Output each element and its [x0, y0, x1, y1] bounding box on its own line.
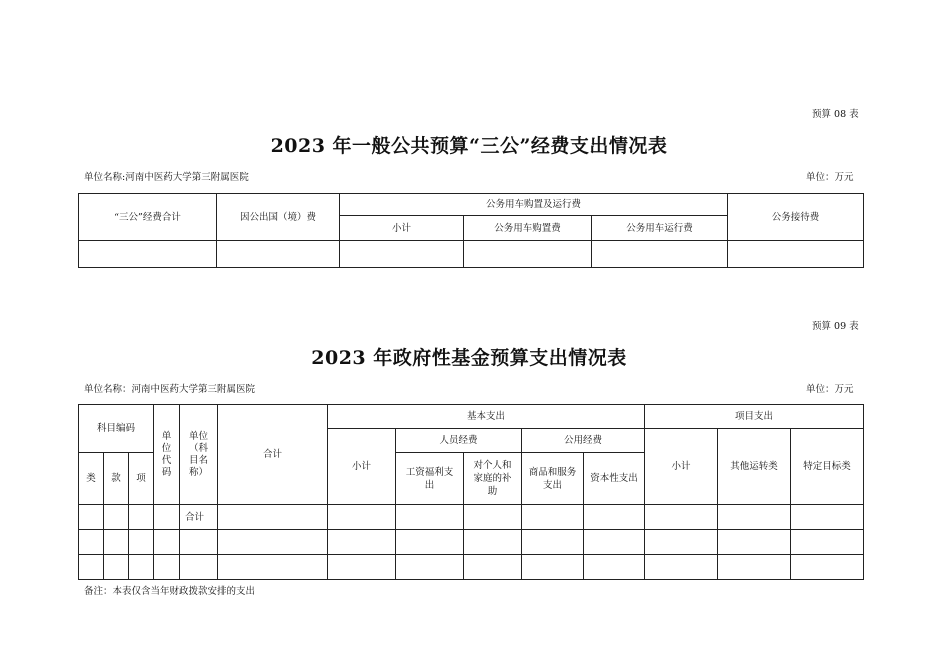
- table-09-unit: 单位：万元: [806, 384, 854, 395]
- table-09-unit-name: 单位名称：河南中医药大学第三附属医院: [84, 384, 256, 395]
- header-basic-expense: 基本支出: [328, 405, 645, 429]
- table-cell: [79, 241, 217, 268]
- table-row: [79, 555, 864, 580]
- table-cell: [104, 505, 129, 530]
- header-unit-code: [154, 405, 180, 505]
- header-vehicle-purchase: 公务用车购置费: [464, 216, 592, 241]
- table-cell: [464, 530, 522, 555]
- table-cell: [522, 555, 584, 580]
- table-09-tag: 预算 09 表: [812, 321, 859, 332]
- header-goods-services: [522, 453, 584, 505]
- header-basic-subtotal: 小计: [328, 429, 396, 505]
- table-row: [79, 530, 864, 555]
- header-project-expense: 项目支出: [645, 405, 864, 429]
- table-08-tag: 预算 08 表: [812, 109, 859, 120]
- table-cell: [396, 555, 464, 580]
- row-name: [180, 530, 218, 555]
- table-cell: [396, 530, 464, 555]
- table-cell: [218, 505, 328, 530]
- header-capital: [584, 453, 645, 505]
- table-cell: [129, 530, 154, 555]
- table-cell: [328, 505, 396, 530]
- header-kuan: 款: [104, 453, 129, 505]
- header-family-subsidy: [464, 453, 522, 505]
- table-cell: [592, 241, 728, 268]
- table-cell: [584, 505, 645, 530]
- table-cell: [328, 530, 396, 555]
- header-capital-text: 资本性支出: [590, 473, 638, 484]
- table-08-unit-name: 单位名称:河南中医药大学第三附属医院: [84, 172, 249, 183]
- table-cell: [79, 555, 104, 580]
- header-unit-name-text: 单位（科目名称）: [189, 430, 209, 478]
- header-unit-name: [180, 405, 218, 505]
- table-cell: [522, 530, 584, 555]
- table-cell: [645, 530, 718, 555]
- table-cell: [218, 530, 328, 555]
- table-cell: [584, 530, 645, 555]
- table-cell: [154, 505, 180, 530]
- table-row: [79, 241, 864, 268]
- header-welfare: [396, 453, 464, 505]
- table-cell: [791, 530, 864, 555]
- table-cell: [718, 555, 791, 580]
- table-cell: [791, 505, 864, 530]
- header-lei: 类: [79, 453, 104, 505]
- table-cell: [645, 555, 718, 580]
- table-09-note: 备注：本表仅含当年财政拨款安排的支出: [84, 586, 256, 597]
- table-cell: [522, 505, 584, 530]
- table-cell: [217, 241, 340, 268]
- table-cell: [218, 555, 328, 580]
- table-cell: [340, 241, 464, 268]
- table-cell: [154, 555, 180, 580]
- table-cell: [584, 555, 645, 580]
- header-subject-code: 科目编码: [79, 405, 154, 453]
- table-cell: [396, 505, 464, 530]
- table-cell: [464, 505, 522, 530]
- table-08: [78, 193, 864, 268]
- table-cell: [791, 555, 864, 580]
- table-cell: [464, 555, 522, 580]
- row-name: 合计: [180, 505, 218, 530]
- header-subtotal: 小计: [340, 216, 464, 241]
- table-cell: [129, 505, 154, 530]
- table-cell: [104, 555, 129, 580]
- table-cell: [104, 530, 129, 555]
- table-cell: [129, 555, 154, 580]
- header-goods-text: 商品和服务支出: [528, 466, 577, 491]
- table-cell: [718, 530, 791, 555]
- header-vehicle: 公务用车购置及运行费: [340, 194, 728, 216]
- header-abroad: 因公出国（境）费: [217, 194, 340, 241]
- header-vehicle-operation: 公务用车运行费: [592, 216, 728, 241]
- table-cell: [79, 505, 104, 530]
- header-welfare-text: 工资福利支出: [405, 466, 454, 491]
- header-unit-code-text: 单位代码: [161, 430, 172, 478]
- table-cell: [328, 555, 396, 580]
- header-public-funds: 公用经费: [522, 429, 645, 453]
- header-other-transfer: 其他运转类: [718, 429, 791, 505]
- table-cell: [645, 505, 718, 530]
- table-cell: [154, 530, 180, 555]
- table-08-title: 2023 年一般公共预算“三公”经费支出情况表: [270, 135, 668, 157]
- table-09-title: 2023 年政府性基金预算支出情况表: [311, 347, 627, 369]
- table-09: [78, 404, 864, 580]
- header-project-subtotal: 小计: [645, 429, 718, 505]
- table-row: [79, 505, 864, 530]
- header-personnel: 人员经费: [396, 429, 522, 453]
- header-reception: 公务接待费: [728, 194, 864, 241]
- table-cell: [464, 241, 592, 268]
- header-sangong-total: “三公”经费合计: [79, 194, 217, 241]
- header-total: 合计: [218, 405, 328, 505]
- table-08-unit: 单位：万元: [806, 172, 854, 183]
- table-cell: [79, 530, 104, 555]
- header-family-text: 对个人和家庭的补助: [473, 460, 512, 497]
- header-specific-target: 特定目标类: [791, 429, 864, 505]
- table-cell: [728, 241, 864, 268]
- header-xiang: 项: [129, 453, 154, 505]
- row-name: [180, 555, 218, 580]
- table-cell: [718, 505, 791, 530]
